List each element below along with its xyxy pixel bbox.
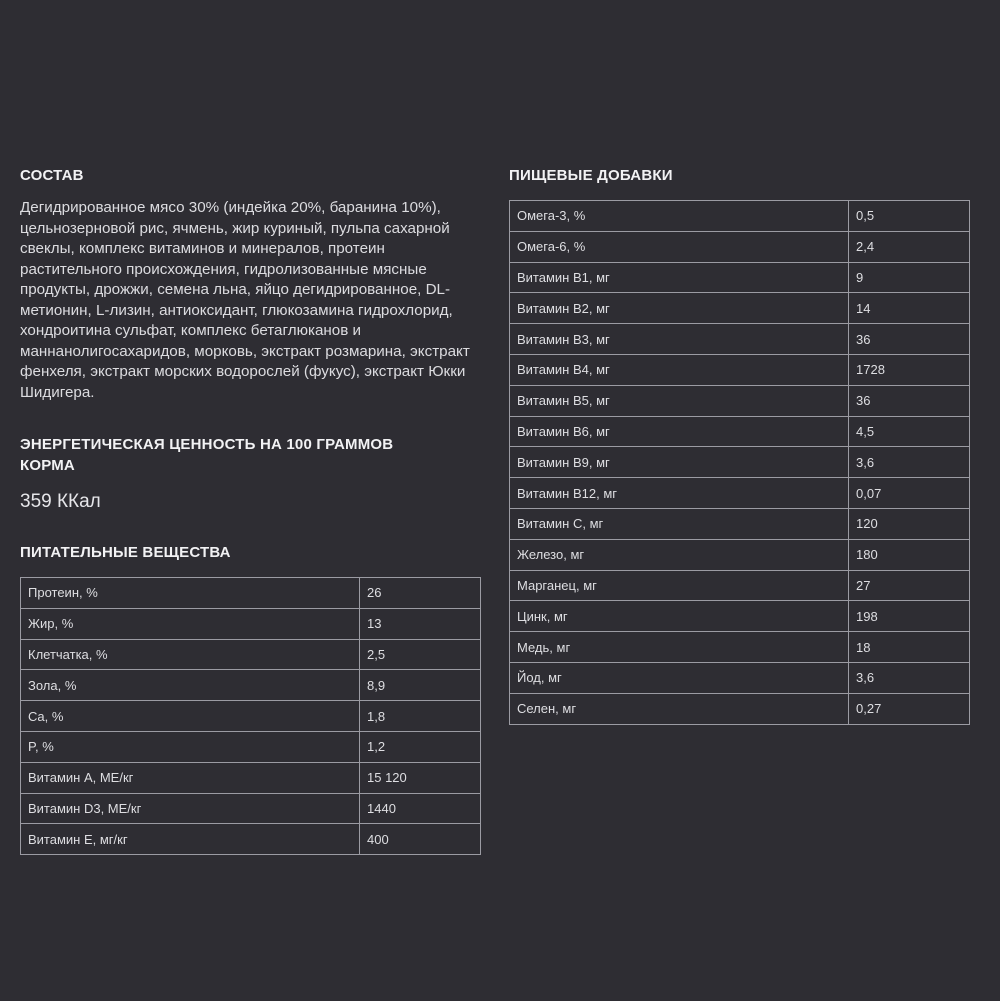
- row-label: Витамин В2, мг: [510, 293, 849, 324]
- energy-title: ЭНЕРГЕТИЧЕСКАЯ ЦЕННОСТЬ НА 100 ГРАММОВ КОРМА: [20, 436, 394, 474]
- nutrients-table: [20, 577, 481, 855]
- row-value: 180: [849, 539, 970, 570]
- row-label: Витамин В6, мг: [510, 416, 849, 447]
- row-value: 1,8: [360, 701, 481, 732]
- table-row: [21, 639, 481, 670]
- table-row: [510, 570, 970, 601]
- additives-table-body: [510, 201, 970, 725]
- row-value: 2,4: [849, 231, 970, 262]
- table-row: [21, 578, 481, 609]
- table-row: [510, 632, 970, 663]
- table-row: [21, 762, 481, 793]
- row-value: 1728: [849, 354, 970, 385]
- row-label: Омега-6, %: [510, 231, 849, 262]
- row-label: Витамин Е, мг/кг: [21, 824, 360, 855]
- row-label: Витамин В3, мг: [510, 324, 849, 355]
- nutrients-title: ПИТАТЕЛЬНЫЕ ВЕЩЕСТВА: [20, 544, 231, 561]
- table-row: [21, 701, 481, 732]
- row-label: Зола, %: [21, 670, 360, 701]
- table-row: [21, 608, 481, 639]
- row-label: Витамин С, мг: [510, 508, 849, 539]
- table-row: [21, 731, 481, 762]
- row-label: Витамин А, МЕ/кг: [21, 762, 360, 793]
- table-row: [510, 416, 970, 447]
- additives-table: [509, 200, 970, 725]
- row-value: 3,6: [849, 447, 970, 478]
- row-label: Клетчатка, %: [21, 639, 360, 670]
- table-row: [510, 539, 970, 570]
- row-value: 1,2: [360, 731, 481, 762]
- row-value: 9: [849, 262, 970, 293]
- row-value: 0,07: [849, 478, 970, 509]
- row-label: Ca, %: [21, 701, 360, 732]
- row-value: 0,27: [849, 693, 970, 724]
- row-value: 27: [849, 570, 970, 601]
- table-row: [510, 385, 970, 416]
- row-value: 26: [360, 578, 481, 609]
- row-value: 120: [849, 508, 970, 539]
- nutrients-table-body: [21, 578, 481, 855]
- table-row: [510, 201, 970, 232]
- row-value: 36: [849, 385, 970, 416]
- table-row: [510, 447, 970, 478]
- row-label: Железо, мг: [510, 539, 849, 570]
- composition-title: СОСТАВ: [20, 167, 84, 184]
- table-row: [21, 793, 481, 824]
- row-label: Йод, мг: [510, 662, 849, 693]
- additives-title: ПИЩЕВЫЕ ДОБАВКИ: [509, 167, 673, 184]
- table-row: [510, 262, 970, 293]
- row-value: 4,5: [849, 416, 970, 447]
- composition-text: Дегидрированное мясо 30% (индейка 20%, баранина 10%), цельнозерновой рис, ячмень, жир куриный, пульпа сахарной свеклы, комплекс витаминов и минералов, протеин растительного происхождения, гидролизованные мясные продукты, дрожжи, семена льна, яйцо дегидрированное, DL-метионин, L-лизин, антиоксидант, глюкозамина гидрохлорид, хондроитина сульфат, комплекс бетаглюканов и маннанолигосахаридов, морковь, экстракт розмарина, экстракт фенхеля, экстракт морских водорослей (фукус), экстракт Юкки Шидигера.: [20, 199, 470, 401]
- row-value: 1440: [360, 793, 481, 824]
- row-label: Витамин В5, мг: [510, 385, 849, 416]
- row-label: Марганец, мг: [510, 570, 849, 601]
- table-row: [510, 478, 970, 509]
- row-label: Витамин В4, мг: [510, 354, 849, 385]
- row-label: Витамин В9, мг: [510, 447, 849, 478]
- left-column: [20, 165, 482, 855]
- row-value: 400: [360, 824, 481, 855]
- table-row: [510, 231, 970, 262]
- right-column: [509, 165, 971, 725]
- row-label: Цинк, мг: [510, 601, 849, 632]
- table-row: [21, 670, 481, 701]
- row-label: Витамин В1, мг: [510, 262, 849, 293]
- row-label: Жир, %: [21, 608, 360, 639]
- table-row: [510, 601, 970, 632]
- table-row: [510, 293, 970, 324]
- row-value: 3,6: [849, 662, 970, 693]
- row-value: 36: [849, 324, 970, 355]
- row-value: 0,5: [849, 201, 970, 232]
- row-label: Витамин В12, мг: [510, 478, 849, 509]
- row-label: Витамин D3, МЕ/кг: [21, 793, 360, 824]
- table-row: [510, 354, 970, 385]
- row-value: 13: [360, 608, 481, 639]
- table-row: [510, 508, 970, 539]
- energy-value: 359 ККал: [20, 491, 101, 512]
- row-label: Протеин, %: [21, 578, 360, 609]
- row-value: 15 120: [360, 762, 481, 793]
- row-value: 14: [849, 293, 970, 324]
- table-row: [21, 824, 481, 855]
- row-value: 18: [849, 632, 970, 663]
- row-value: 2,5: [360, 639, 481, 670]
- table-row: [510, 693, 970, 724]
- row-value: 8,9: [360, 670, 481, 701]
- row-label: Селен, мг: [510, 693, 849, 724]
- table-row: [510, 662, 970, 693]
- table-row: [510, 324, 970, 355]
- row-label: P, %: [21, 731, 360, 762]
- row-label: Медь, мг: [510, 632, 849, 663]
- row-value: 198: [849, 601, 970, 632]
- row-label: Омега-3, %: [510, 201, 849, 232]
